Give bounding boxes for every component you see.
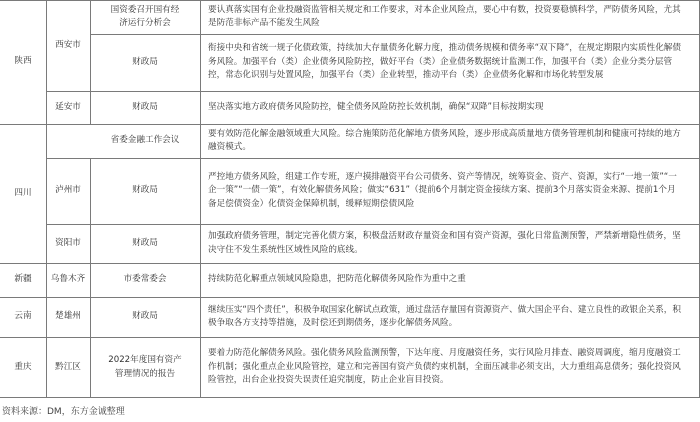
city-cell: 资阳市 (55, 237, 81, 248)
grid-line (0, 263, 700, 264)
city-cell: 泸州市 (55, 185, 81, 196)
grid-line (200, 0, 201, 398)
province-cell: 四川 (14, 187, 32, 198)
dept-cell: 财政局 (132, 311, 158, 322)
grid-line (90, 158, 91, 398)
dept-cell: 财政局 (132, 237, 158, 248)
content-cell: 严控地方债务风险，组建工作专班，逐户摸排融资平台公司债务、资产等情况，统筹资金、资产、资源，实行“一地一策”“一企一策”“一债一策”，有效化解债务风险；做实“631”（提前6个月制定资金接续方案、提前3个月落实资金来源、提前1个月备足偿债资金）化债资金保障机制，缓释短期偿债风险 (208, 171, 677, 209)
province-cell: 新疆 (14, 274, 32, 285)
dept-cell: 国资委召开国有经济运行分析会 (110, 4, 180, 28)
content-cell: 要有效防范化解金融领域重大风险。综合施策防范化解地方债务风险，逐步形成高质量地方债务管理机制和健康可持续的地方融资模式。 (208, 128, 681, 152)
grid-line (46, 91, 700, 92)
content-cell: 要认真落实国有企业投融资监管相关规定和工作要求，对本企业风险点，要心中有数，投资要稳慎科学，严防债务风险，尤其是防范非标产品不能发生风险 (208, 4, 681, 28)
content-cell: 要着力防范化解债务风险。强化债务风险监测预警，下达年度、月度融资任务，实行风险月排查、融资周调度，缩月度融资工作机制；强化重点企业风险管控，建立和完善国有资产负债约束机制，全面压减非必须支出，大力重组高息债务；强化投资风险管控，出台企业投资失误责任追究制度，防止企业盲目投资。 (208, 348, 681, 386)
dept-cell: 财政局 (132, 101, 158, 112)
grid-line (46, 158, 700, 159)
grid-line (0, 337, 700, 338)
dept-cell: 2022年度国有资产管理情况的报告 (108, 355, 182, 379)
content-cell: 持续防范化解重点领域风险隐患，把防范化解债务风险作为重中之重 (208, 274, 466, 285)
city-cell: 延安市 (55, 101, 81, 112)
city-cell: 黔江区 (55, 361, 81, 372)
grid-line (46, 224, 700, 225)
city-cell: 乌鲁木齐 (50, 274, 86, 285)
content-cell: 加强政府债务管理，制定完善化债方案，积极盘活财政存量资金和国有资产资源，强化日常监测预警，严禁新增隐性债务，坚决守住不发生系统性区域性风险的底线。 (208, 231, 681, 255)
dept-cell: 市委常委会 (123, 274, 167, 285)
source-note: 资料来源：DM，东方金诚整理 (2, 407, 125, 417)
grid-line (0, 297, 700, 298)
dept-cell: 省委金融工作会议 (110, 135, 180, 146)
grid-line (46, 0, 47, 398)
province-cell: 重庆 (14, 361, 32, 372)
grid-line (0, 397, 700, 398)
province-cell: 陕西 (14, 56, 32, 67)
grid-line (0, 124, 700, 125)
dept-cell: 财政局 (132, 56, 158, 67)
dept-cell: 财政局 (132, 185, 158, 196)
province-cell: 云南 (14, 311, 32, 322)
grid-line (90, 0, 91, 124)
city-cell: 楚雄州 (55, 311, 81, 322)
city-cell: 西安市 (55, 39, 81, 50)
content-cell: 衔接中央和省统一规子化债政策，持续加大存量债务化解力度，推动债务规模和债务率“双下降”，在规定期限内实质性化解债务风险。加强平台（类）企业债务风险防控，做好平台（类）企业债务数据统计监测工作，加强平台（类）企业分类分层管控，常态化识别与处置风险，加强平台（类）企业转型，推动平台（类）企业债务化解和市场化转型发展 (208, 43, 681, 81)
content-cell: 继续压实“四个责任”，积极争取国家化解试点政策，通过盘活存量国有资源资产、做大国企平台、建立良性的政银企关系，积极争取各方支持等措施，及时偿还到期债务，逐步化解债务风险。 (208, 304, 681, 328)
grid-line (90, 34, 700, 35)
grid-line (0, 0, 700, 1)
content-cell: 坚决落实地方政府债务风险防控，健全债务风险防控长效机制，确保“双降”目标按期实现 (208, 101, 544, 112)
